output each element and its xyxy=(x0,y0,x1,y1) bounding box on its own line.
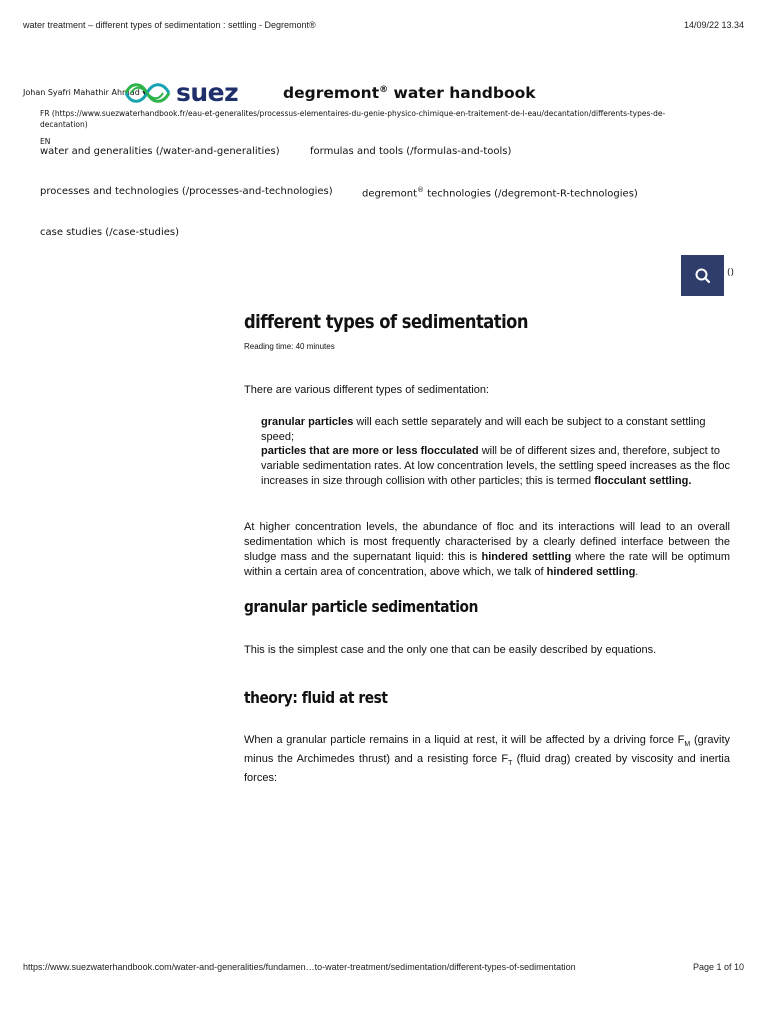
suez-logo-mark xyxy=(123,78,177,108)
paragraph-fluid-at-rest: When a granular particle remains in a liquid at rest, it will be affected by a driving force $F_M$ (gravity minus the Archimedes thrust) and a resisting force $F_T$ (fluid drag) created by viscosity and inertia forces: xyxy=(244,734,731,785)
chevron-down-icon: ▼ xyxy=(142,90,147,97)
nav-case-studies[interactable]: case studies (/case-studies) xyxy=(40,227,180,238)
lang-link-fr[interactable]: FR (https://www.suezwaterhandbook.fr/eau-et-generalites/processus-elementaires-du-genie-physico-chimique-en-traitement-de-l-eau/decantation/differents-types-de-decantation) xyxy=(40,109,666,129)
search-icon xyxy=(681,255,724,296)
print-header-title: water treatment – different types of sedimentation : settling - Degremont® xyxy=(23,20,316,30)
suez-wordmark[interactable]: suez xyxy=(176,78,239,107)
nav-formulas-and-tools[interactable]: formulas and tools (/formulas-and-tools) xyxy=(310,146,512,157)
list-item: particles that are more or less flocculated will be of different sizes and, therefore, subject to variable sedimentation rates. At low concentration levels, the settling speed increases as the floc increases in size through collision with other particles; this is termed flocculant settling. xyxy=(261,445,730,487)
subsection-heading: theory: fluid at rest xyxy=(244,688,388,707)
nav-water-and-generalities[interactable]: water and generalities (/water-and-generalities) xyxy=(40,146,280,157)
print-footer-url: https://www.suezwaterhandbook.com/water-and-generalities/fundamen…to-water-treatment/sedimentation/different-types-of-sedimentation xyxy=(23,962,576,972)
paragraph-hindered-settling: At higher concentration levels, the abundance of floc and its interactions will lead to an overall sedimentation which is most frequently characterised by a clearly defined interface between the sludge mass and the supernatant liquid: this is hindered settling where the rate will be optimum within a certain area of concentration, above which, we talk of hindered settling. xyxy=(244,521,730,578)
user-name: Johan Syafri Mahathir Ahmad xyxy=(23,88,140,97)
nav-processes-and-technologies[interactable]: processes and technologies (/processes-and-technologies) xyxy=(40,186,333,197)
print-footer-page: Page 1 of 10 xyxy=(692,962,744,972)
paragraph: This is the simplest case and the only one that can be easily described by equations. xyxy=(244,644,657,656)
page-title: different types of sedimentation xyxy=(244,311,529,333)
search-extra: () xyxy=(727,268,735,278)
search-button[interactable] xyxy=(681,255,724,296)
lang-link-en[interactable]: EN xyxy=(40,137,51,146)
intro-text: There are various different types of sedimentation: xyxy=(244,384,489,396)
print-header-datetime: 14/09/22 13.34 xyxy=(683,20,744,30)
list-item: granular particles will each settle separately and will each be subject to a constant settling speed; xyxy=(261,416,706,443)
reading-time: Reading time: 40 minutes xyxy=(244,342,335,351)
nav-degremont-technologies[interactable]: degremont® technologies (/degremont-R-technologies) xyxy=(362,186,638,200)
section-heading: granular particle sedimentation xyxy=(244,597,478,616)
handbook-title[interactable]: degremont® water handbook xyxy=(283,84,536,102)
